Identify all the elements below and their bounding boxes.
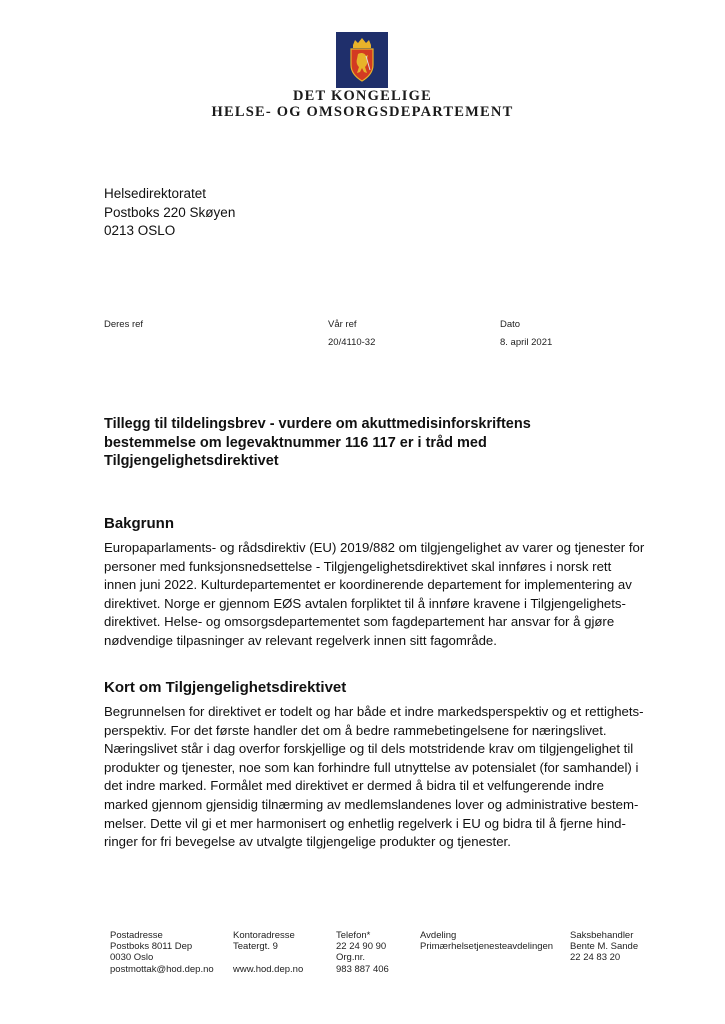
letter-subject [104, 415, 624, 471]
footer-kontoradresse [233, 930, 303, 975]
letterhead-logo [0, 32, 725, 122]
footer-text: Saksbehandler [570, 930, 634, 941]
footer-text: Org.nr. [336, 952, 366, 964]
subject-line: Tilgjengelighetsdirektivet [104, 453, 279, 469]
footer-text: Avdeling [420, 930, 457, 941]
footer-text: Postadresse [110, 930, 163, 941]
letterhead-line-1: DET KONGELIGE [292, 88, 433, 104]
body-line: perspektiv. For det første handler det om å bedre rammebetingelsene for næringslivet. [104, 722, 607, 738]
footer-text: 983 887 406 [336, 963, 389, 975]
var-ref-label: Vår ref [328, 319, 357, 330]
footer-text: Postboks 8011 Dep [110, 941, 193, 953]
footer-email: postmottak@hod.dep.no [110, 963, 214, 975]
footer-text: Bente M. Sande [570, 941, 639, 953]
footer-text [233, 952, 303, 963]
var-ref-value: 20/4110-32 [328, 337, 376, 348]
section-body-bakgrunn [104, 539, 664, 651]
footer-text: 22 24 83 20 [570, 952, 621, 964]
footer-saksbehandler [570, 930, 638, 964]
footer-telefon [336, 930, 389, 975]
footer-text: 22 24 90 90 [336, 941, 387, 953]
body-line: marked gjennom gjensidig tilnærming av medlemslandenes lover og administrative bestem- [104, 796, 639, 812]
footer-text: Kontoradresse [233, 930, 295, 941]
footer-text: Primærhelsetjenesteavdelingen [420, 941, 554, 953]
body-line: Begrunnelsen for direktivet er todelt og har både et indre markedsperspektiv og et rettighets- [104, 704, 644, 719]
footer-text: Telefon* [336, 930, 371, 941]
body-line: melser. Dette vil gi et mer harmonisert og enhetlig regelverk i EU og bidra til å fjerne hind- [104, 815, 626, 831]
deres-ref-label: Deres ref [104, 319, 144, 330]
section-body-kort-om [104, 703, 664, 852]
footer-text: 0030 Oslo [110, 952, 154, 964]
body-line: innen juni 2022. Kulturdepartementet er koordinerende departement for implementering av [104, 577, 632, 593]
body-line: Næringslivet står i dag overfor forskjellige og til dels motstridende krav om tilgjengelighet til [104, 741, 634, 757]
address-line: Postboks 220 Skøyen [104, 204, 236, 220]
footer-website: www.hod.dep.no [233, 963, 304, 975]
body-line: ringer for fri bevegelse av utvalgte tilgjengelige produkter og tjenester. [104, 834, 511, 850]
body-line: produkter og tjenester, noe som kan forhindre full utnyttelse av potensialet (for samhandel) i [104, 759, 639, 775]
body-line: nødvendige tilpasninger av relevant regelverk innen sitt fagområde. [104, 632, 497, 648]
section-heading-bakgrunn: Bakgrunn [104, 515, 175, 532]
subject-line: bestemmelse om legevaktnummer 116 117 er i tråd med [104, 434, 487, 451]
coat-of-arms-icon [336, 32, 388, 88]
footer-text: Teatergt. 9 [233, 941, 278, 953]
footer-avdeling [420, 930, 553, 952]
date-label: Dato [500, 319, 521, 330]
body-line: det indre marked. Formålet med direktivet er dermed å bidra til et velfungerende indre [104, 778, 604, 794]
body-line: personer med funksjonsnedsettelse - Tilgjengelighetsdirektivet skal innføres i norsk rett [104, 558, 612, 574]
footer-postadresse [110, 930, 214, 975]
section-heading-kort-om: Kort om Tilgjengelighetsdirektivet [104, 679, 347, 696]
letterhead-line-2: HELSE- OG OMSORGSDEPARTEMENT [211, 104, 514, 120]
subject-line: Tillegg til tildelingsbrev - vurdere om akuttmedisinforskriftens [104, 416, 531, 432]
address-line: 0213 OSLO [104, 223, 176, 238]
date-value: 8. april 2021 [500, 337, 553, 348]
address-line: Helsedirektoratet [104, 186, 207, 201]
body-line: direktivet. Helse- og omsorgsdepartementet som fagdepartement har ansvar for å gjøre [104, 614, 615, 630]
body-line: direktivet. Norge er gjennom EØS avtalen forpliktet til å innføre kravene i Tilgjengelighets- [104, 595, 626, 611]
body-line: Europaparlaments- og rådsdirektiv (EU) 2019/882 om tilgjengelighet av varer og tjenester for [104, 540, 645, 555]
recipient-address [104, 185, 235, 241]
